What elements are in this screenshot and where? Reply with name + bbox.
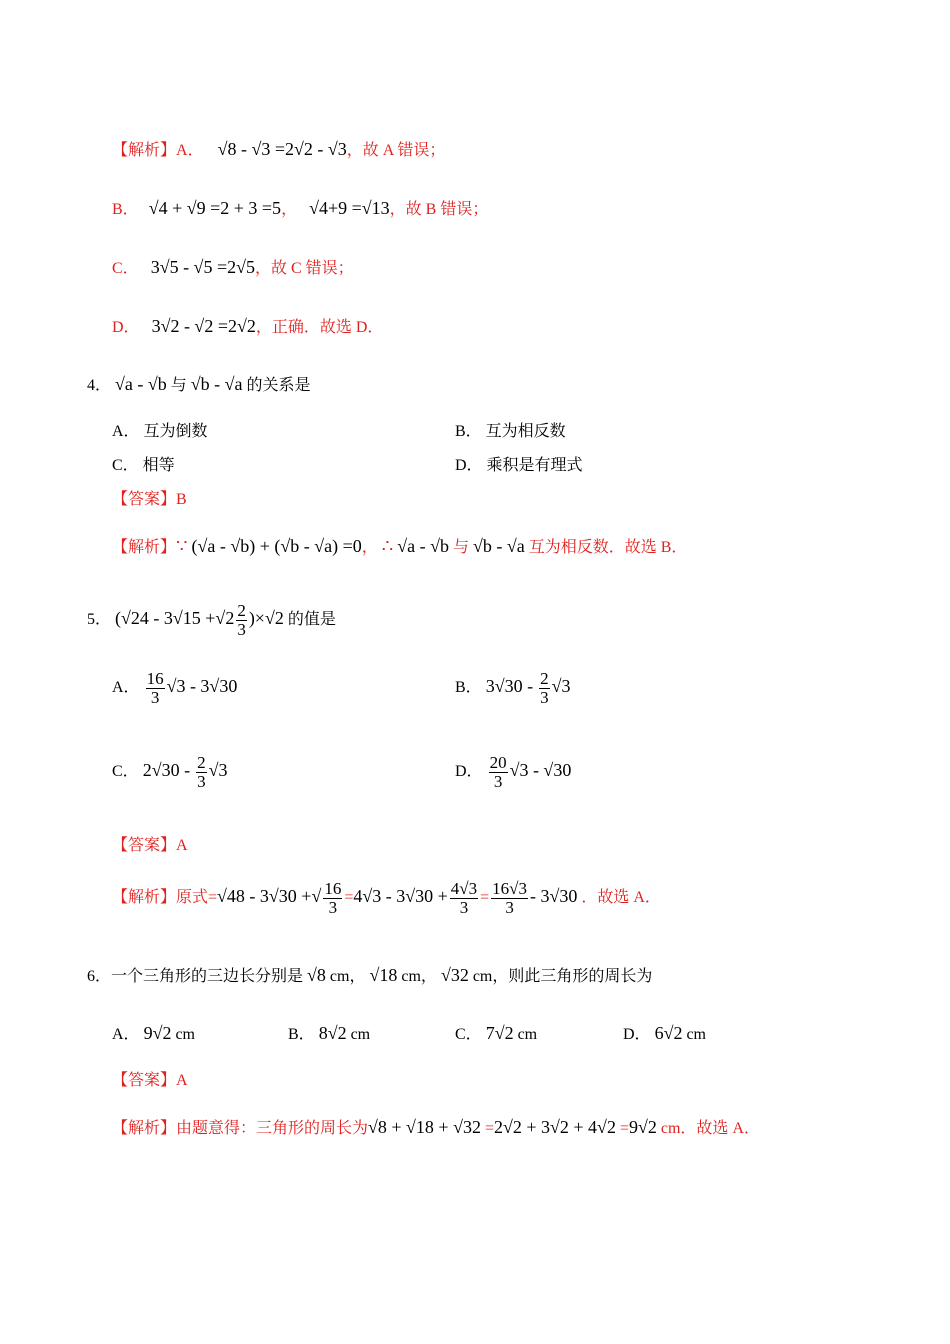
formula: √4+9 =√13 xyxy=(309,198,390,218)
therefore-symbol: ∴ xyxy=(381,536,394,556)
q6-option-c[interactable] xyxy=(455,1023,537,1045)
formula: √18 xyxy=(369,965,398,985)
fraction xyxy=(491,880,528,917)
numerator: 16 xyxy=(146,668,164,688)
formula: √3 - 3√30 xyxy=(166,676,238,696)
formula: √8 + √18 + √32 xyxy=(368,1117,481,1137)
unit-text: cm xyxy=(686,1026,706,1043)
formula: 6√2 xyxy=(654,1023,683,1043)
q4-option-d[interactable]: D． 乘积是有理式 xyxy=(455,457,583,474)
q3-analysis-line-a xyxy=(112,139,445,161)
unit-text: cm， xyxy=(401,968,437,985)
sqrt-sign: √ xyxy=(215,608,226,628)
analysis-label: 【解析】 xyxy=(112,142,177,159)
q4-stem xyxy=(87,374,311,396)
equals-sign: = xyxy=(480,889,490,906)
unit-text: cm xyxy=(350,1026,371,1043)
denominator: 3 xyxy=(150,687,160,707)
formula: √8 - √3 =2√2 - √3 xyxy=(217,139,347,159)
conclusion-text: ，故 A 错误； xyxy=(346,142,446,159)
q5-analysis xyxy=(112,874,661,920)
formula: )×√2 xyxy=(248,608,284,628)
option-label: D． xyxy=(455,763,483,780)
option-label: B． xyxy=(455,679,482,696)
option-prefix: B． xyxy=(112,201,139,218)
numerator: 16√3 xyxy=(492,878,527,898)
q5-option-d[interactable] xyxy=(455,750,571,792)
formula: √a - √b xyxy=(397,536,449,556)
q4-option-b[interactable]: B． 互为相反数 xyxy=(455,423,566,440)
numerator: 2 xyxy=(540,668,549,688)
connector-text: 与 xyxy=(170,377,187,394)
formula: 2 xyxy=(225,608,235,628)
formula: 8√2 xyxy=(318,1023,347,1043)
formula: √8 xyxy=(307,965,326,985)
denominator: 3 xyxy=(540,687,549,707)
denominator: 3 xyxy=(197,771,206,791)
fraction xyxy=(236,602,247,639)
q3-analysis-line-c xyxy=(112,257,354,279)
numerator: 2 xyxy=(237,600,246,620)
conclusion-text: 互为相反数．故选 B． xyxy=(528,539,688,556)
analysis-label: 【解析】原式= xyxy=(112,889,218,906)
unit-text: cm xyxy=(517,1026,538,1043)
fraction xyxy=(450,880,478,917)
unit-text: cm xyxy=(175,1026,195,1043)
conclusion-text: ．故选 A． xyxy=(581,889,661,906)
equals-sign: = xyxy=(619,1120,629,1137)
conclusion-text: ，正确．故选 D． xyxy=(255,319,384,336)
formula: √3 - √30 xyxy=(509,760,572,780)
formula: 2√2 + 3√2 + 4√2 xyxy=(494,1117,616,1137)
q4-answer: 【答案】B xyxy=(112,491,187,508)
question-number: 6． xyxy=(87,968,112,985)
because-symbol: ∵ xyxy=(176,536,188,556)
numerator: 2 xyxy=(197,752,206,772)
formula: √48 - 3√30 + xyxy=(217,886,312,906)
conclusion-text: ，故 C 错误； xyxy=(254,260,354,277)
formula: (√a - √b) + (√b - √a) =0 xyxy=(191,536,362,556)
option-prefix: A． xyxy=(176,142,204,159)
formula: 3√30 - xyxy=(485,676,534,696)
option-label: A． xyxy=(112,1026,140,1043)
q4-option-c[interactable]: C． 相等 xyxy=(112,457,175,474)
formula: 2√30 - xyxy=(142,760,191,780)
q5-option-a[interactable] xyxy=(112,666,237,708)
formula: - 3√30 xyxy=(529,886,578,906)
formula: 3√5 - √5 =2√5 xyxy=(150,257,255,277)
option-label: C． xyxy=(455,1026,482,1043)
unit-text: cm， xyxy=(329,968,366,985)
question-text: 的关系是 xyxy=(246,377,311,394)
q6-option-b[interactable] xyxy=(288,1023,370,1045)
formula: 7√2 xyxy=(485,1023,514,1043)
numerator: 4√3 xyxy=(450,878,478,898)
separator: ， xyxy=(281,201,298,218)
conclusion-text: cm．故选 A． xyxy=(660,1120,760,1137)
option-label: D． xyxy=(623,1026,651,1043)
q6-analysis xyxy=(112,1117,760,1139)
formula: 9√2 xyxy=(143,1023,172,1043)
option-label: C． xyxy=(112,763,139,780)
formula: √3 xyxy=(551,676,571,696)
separator: ， xyxy=(361,539,378,556)
analysis-label: 【解析】由题意得：三角形的周长为 xyxy=(112,1120,369,1137)
fraction xyxy=(146,670,165,707)
formula: √3 xyxy=(208,760,228,780)
q3-analysis-line-b xyxy=(112,198,488,220)
q3-analysis-line-d xyxy=(112,316,383,338)
q6-stem xyxy=(87,965,652,987)
numerator: 20 xyxy=(489,752,507,772)
question-number: 4． xyxy=(87,377,112,394)
formula: √b - √a xyxy=(472,536,525,556)
q5-answer: 【答案】A xyxy=(112,837,188,854)
option-prefix: D． xyxy=(112,319,140,336)
denominator: 3 xyxy=(328,897,338,917)
equals-sign: = xyxy=(484,1120,494,1137)
q4-option-a[interactable]: A． 互为倒数 xyxy=(112,423,208,440)
denominator: 3 xyxy=(493,771,503,791)
formula: √4 + √9 =2 + 3 =5 xyxy=(148,198,282,218)
fraction xyxy=(539,670,550,707)
equals-sign: = xyxy=(344,889,354,906)
option-prefix: C． xyxy=(112,260,139,277)
q5-option-b[interactable] xyxy=(455,666,570,708)
question-number: 5． xyxy=(87,611,112,628)
question-text: cm，则此三角形的周长为 xyxy=(472,968,653,985)
numerator: 16 xyxy=(324,878,342,898)
option-label: B． xyxy=(288,1026,315,1043)
conclusion-text: ，故 B 错误； xyxy=(389,201,489,218)
q6-option-d[interactable] xyxy=(623,1023,706,1045)
fraction xyxy=(323,880,342,917)
q5-option-c[interactable] xyxy=(112,750,227,792)
question-text: 的值是 xyxy=(287,611,336,628)
connector-text: 与 xyxy=(452,539,469,556)
q4-analysis xyxy=(112,536,687,558)
denominator: 3 xyxy=(505,897,514,917)
analysis-label: 【解析】 xyxy=(112,539,177,556)
denominator: 3 xyxy=(459,897,469,917)
denominator: 3 xyxy=(237,619,246,639)
fraction xyxy=(196,754,207,791)
q6-answer: 【答案】A xyxy=(112,1072,188,1089)
formula: 9√2 xyxy=(628,1117,657,1137)
formula: 3√2 - √2 =2√2 xyxy=(151,316,256,336)
formula: (√24 - 3√15 + xyxy=(115,608,216,628)
q5-stem xyxy=(87,596,336,642)
q6-option-a[interactable] xyxy=(112,1023,195,1045)
formula: √b - √a xyxy=(190,374,243,394)
formula: √32 xyxy=(440,965,469,985)
fraction xyxy=(489,754,508,791)
question-text: 一个三角形的三边长分别是 xyxy=(111,968,304,985)
sqrt-sign: √ xyxy=(311,886,322,906)
option-label: A． xyxy=(112,679,140,696)
formula: 4√3 - 3√30 + xyxy=(353,886,448,906)
formula: √a - √b xyxy=(115,374,167,394)
